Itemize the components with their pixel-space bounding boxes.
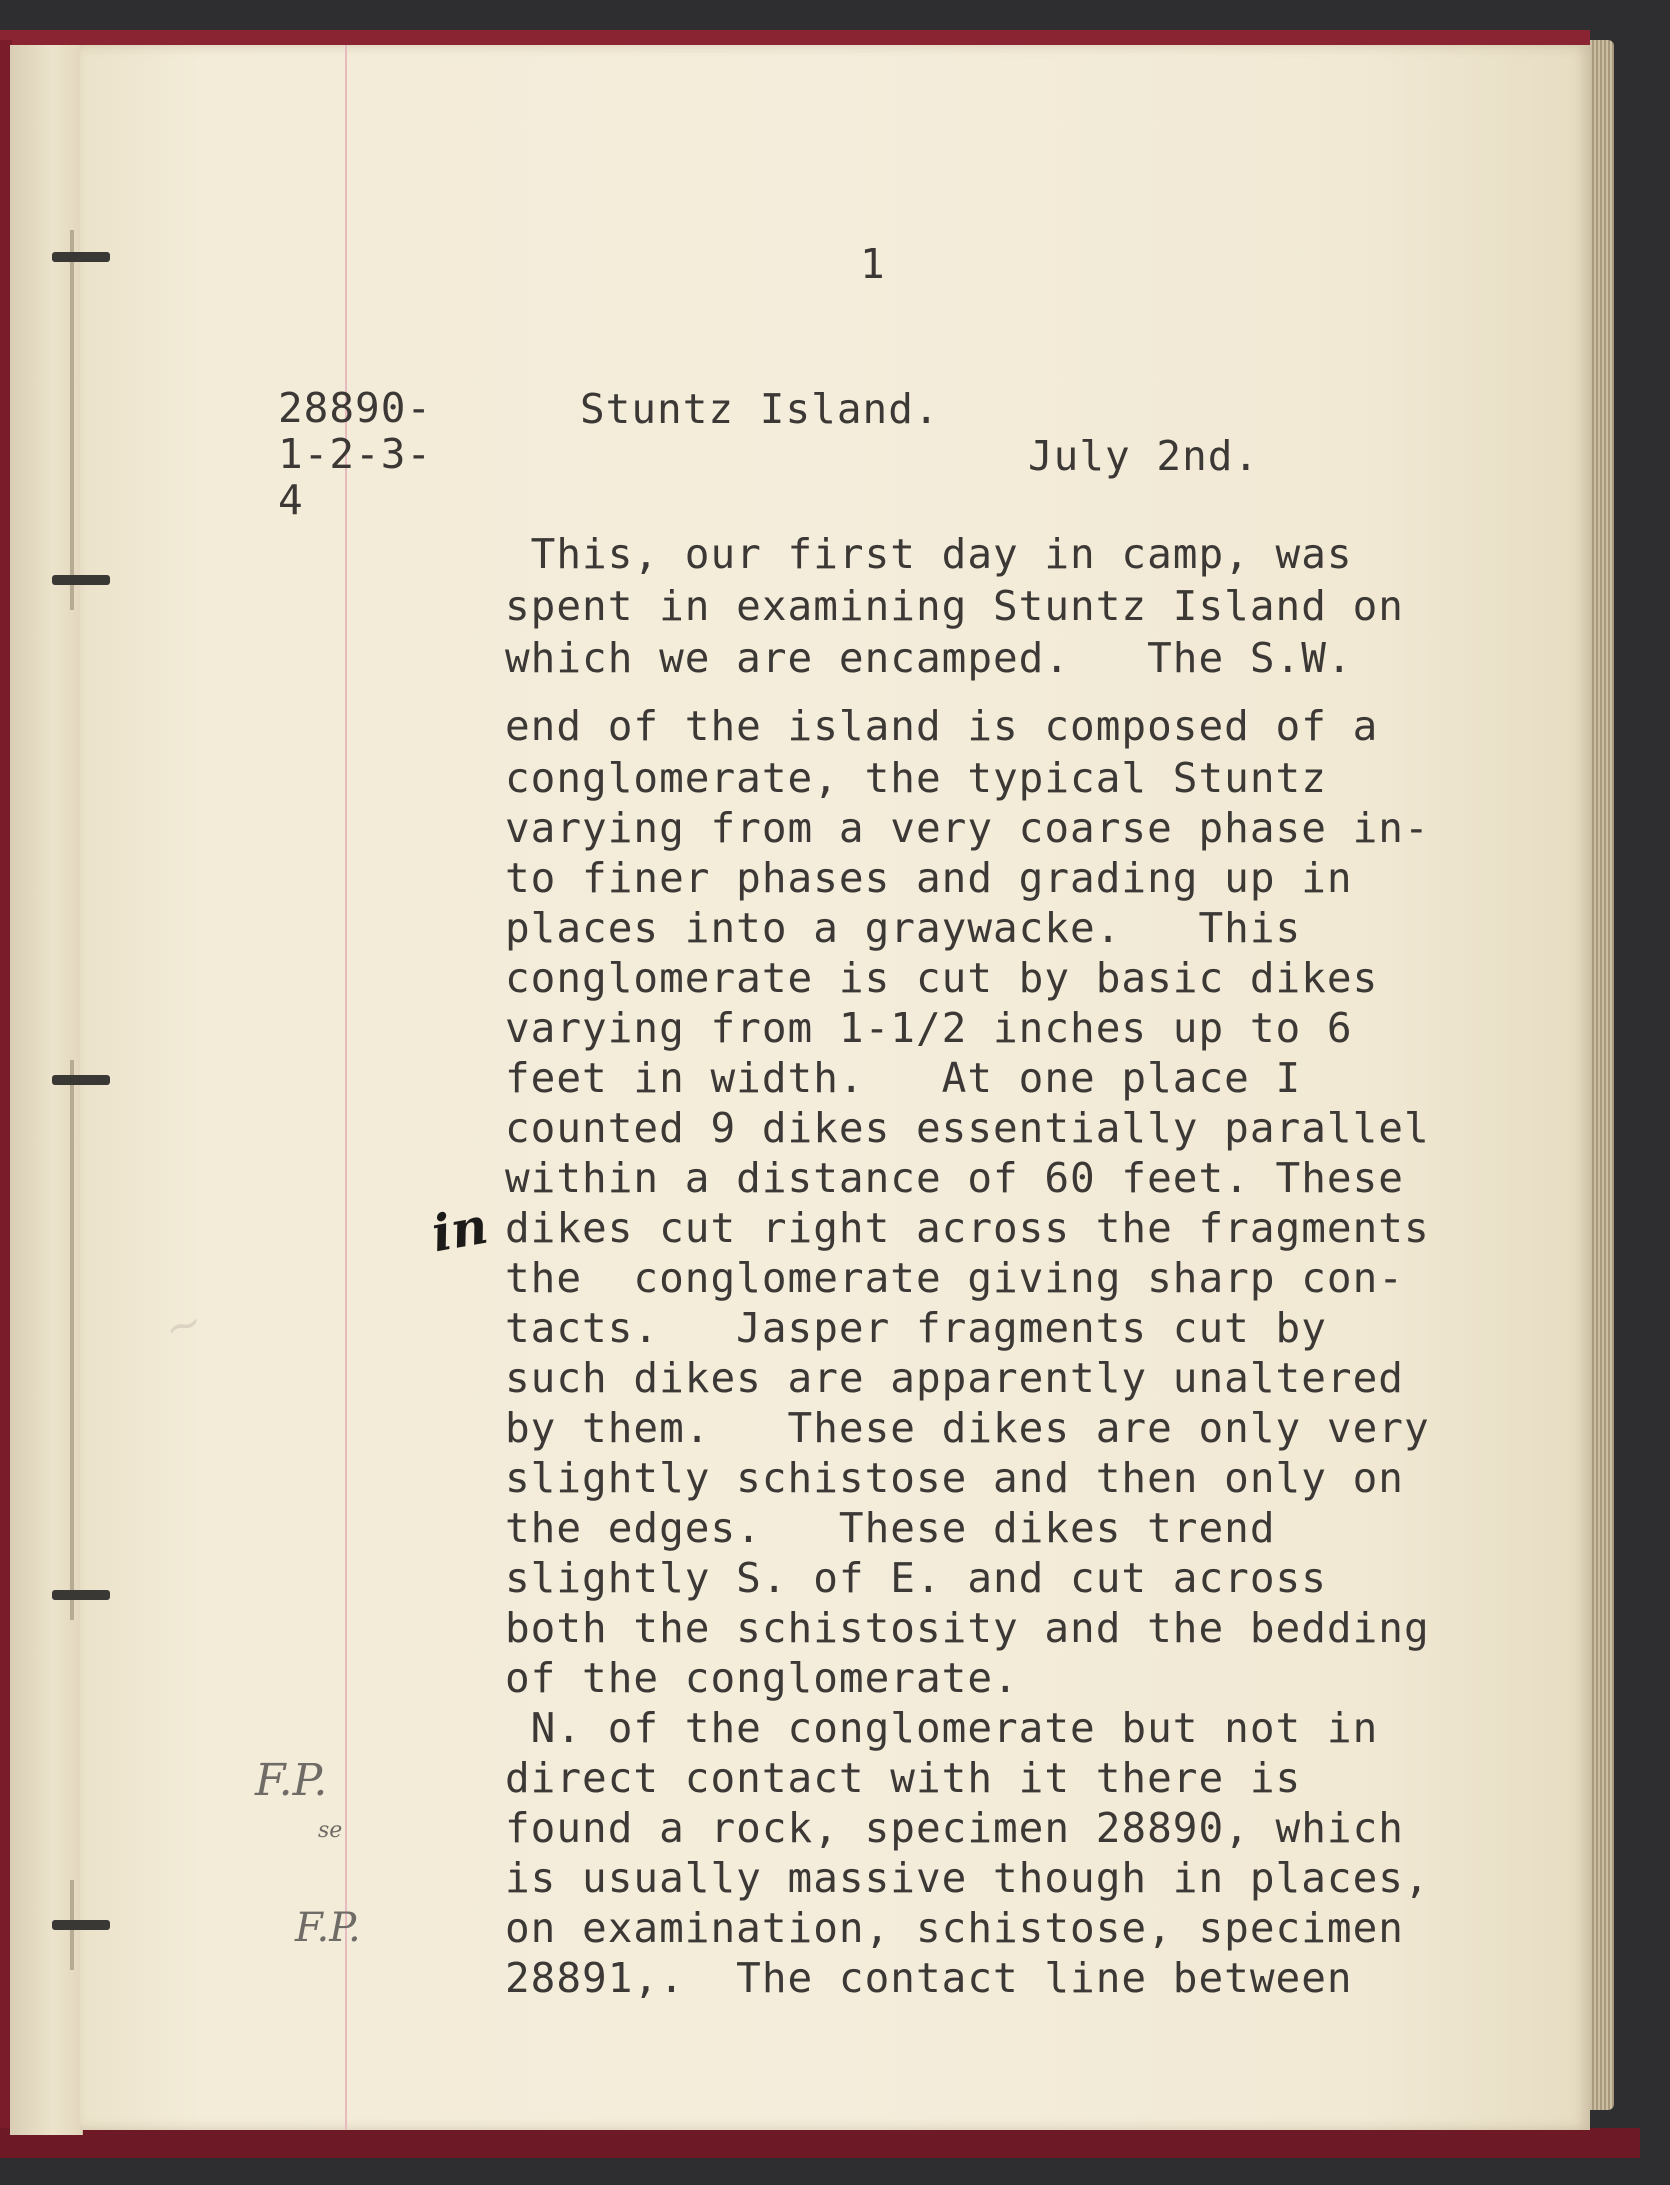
handwritten-annotation: F.P. bbox=[255, 1755, 328, 1806]
body-line: end of the island is composed of a bbox=[505, 702, 1379, 750]
body-line: varying from 1-1/2 inches up to 6 bbox=[505, 1004, 1353, 1052]
specimen-line: 1-2-3- bbox=[278, 430, 433, 478]
body-line: slightly S. of E. and cut across bbox=[505, 1554, 1327, 1602]
entry-date: July 2nd. bbox=[1028, 432, 1260, 480]
specimen-line: 28890- bbox=[278, 384, 433, 432]
body-line: by them. These dikes are only very bbox=[505, 1404, 1430, 1452]
handwritten-annotation: se bbox=[318, 1818, 343, 1843]
margin-rule bbox=[345, 45, 347, 2130]
body-line: N. of the conglomerate but not in bbox=[505, 1704, 1379, 1752]
body-line: feet in width. At one place I bbox=[505, 1054, 1302, 1102]
binder-ring bbox=[52, 1590, 110, 1600]
body-line: is usually massive though in places, bbox=[505, 1854, 1430, 1902]
body-line: conglomerate is cut by basic dikes bbox=[505, 954, 1379, 1002]
body-line: places into a graywacke. This bbox=[505, 904, 1302, 952]
body-line: 28891,. The contact line between bbox=[505, 1954, 1353, 2002]
page-number: 1 bbox=[860, 240, 886, 288]
handwritten-annotation: F.P. bbox=[295, 1905, 361, 1951]
binder-ring bbox=[52, 1920, 110, 1930]
body-line: This, our first day in camp, was bbox=[505, 530, 1353, 578]
entry-title: Stuntz Island. bbox=[580, 385, 940, 433]
body-line: of the conglomerate. bbox=[505, 1654, 1019, 1702]
binder-ring bbox=[52, 252, 110, 262]
body-line: which we are encamped. The S.W. bbox=[505, 634, 1353, 682]
binder-ring bbox=[52, 1075, 110, 1085]
page-stack-edges bbox=[1590, 40, 1614, 2110]
binder-wire bbox=[70, 1060, 74, 1620]
body-line: direct contact with it there is bbox=[505, 1754, 1302, 1802]
body-line: counted 9 dikes essentially parallel bbox=[505, 1104, 1430, 1152]
body-line: tacts. Jasper fragments cut by bbox=[505, 1304, 1327, 1352]
body-line: slightly schistose and then only on bbox=[505, 1454, 1404, 1502]
cover-bottom-edge bbox=[0, 2128, 1640, 2158]
specimen-numbers bbox=[278, 385, 432, 523]
handwritten-insertion: in bbox=[427, 1195, 493, 1264]
body-line: conglomerate, the typical Stuntz bbox=[505, 754, 1327, 802]
body-line: varying from a very coarse phase in- bbox=[505, 804, 1430, 852]
body-line: dikes cut right across the fragments bbox=[505, 1204, 1430, 1252]
binder-ring bbox=[52, 575, 110, 585]
body-line: both the schistosity and the bedding bbox=[505, 1604, 1430, 1652]
body-line: found a rock, specimen 28890, which bbox=[505, 1804, 1404, 1852]
body-line: to finer phases and grading up in bbox=[505, 854, 1353, 902]
body-line: within a distance of 60 feet. These bbox=[505, 1154, 1404, 1202]
binder-wire bbox=[70, 230, 74, 610]
body-line: the conglomerate giving sharp con- bbox=[505, 1254, 1404, 1302]
body-line: such dikes are apparently unaltered bbox=[505, 1354, 1404, 1402]
body-line: on examination, schistose, specimen bbox=[505, 1904, 1404, 1952]
specimen-line: 4 bbox=[278, 476, 304, 524]
faint-pencil-mark: ~ bbox=[158, 1295, 209, 1356]
body-line: spent in examining Stuntz Island on bbox=[505, 582, 1404, 630]
body-line: the edges. These dikes trend bbox=[505, 1504, 1276, 1552]
